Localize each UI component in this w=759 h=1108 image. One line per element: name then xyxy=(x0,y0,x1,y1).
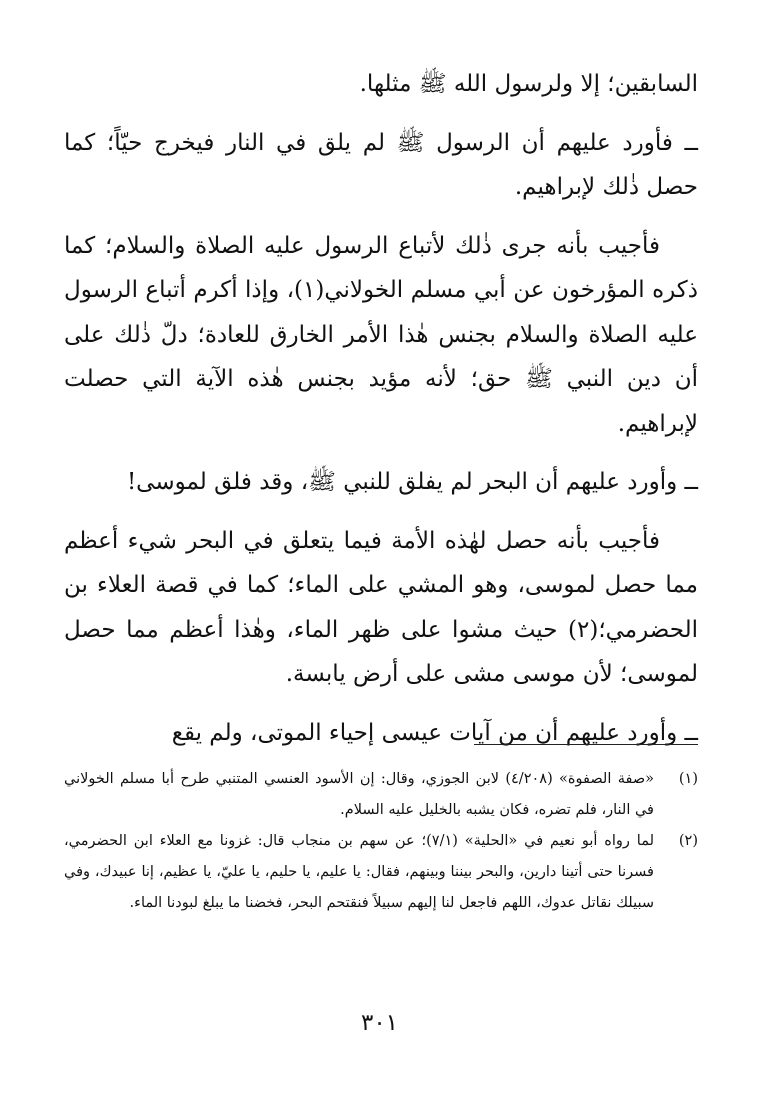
footnote-text: لما رواه أبو نعيم في «الحلية» (٧/١)؛ عن سهم بن منجاب قال: غزونا مع العلاء ابن الحضرمي، فسرنا حتى أتينا دارين، والبحر بيننا وبينهم، فقال: يا عليم، يا حليم، يا عليّ، يا عظيم، إنا عبيدك، وفي سبيلك نقاتل عدوك، اللهم فاجعل لنا إليهم سبيلاً فنقتحم البحر، فخضنا ما يبلغ لبودنا الماء. xyxy=(64,833,654,911)
paragraph: فأجيب بأنه حصل لهٰذه الأمة فيما يتعلق في البحر شيء أعظم مما حصل لموسى، وهو المشي على الماء؛ كما في قصة العلاء بن الحضرمي؛(٢) حيث مشوا على ظهر الماء، وهٰذا أعظم مما حصل لموسى؛ لأن موسى مشى على أرض يابسة. xyxy=(64,527,698,687)
footnote-divider xyxy=(474,744,698,745)
paragraph: ــ وأورد عليهم أن البحر لم يفلق للنبي ﷺ، وقد فلق لموسى! xyxy=(126,469,698,495)
paragraph: السابقين؛ إلا ولرسول الله ﷺ مثلها. xyxy=(359,71,698,97)
footnote xyxy=(64,826,698,919)
footnote-number: (٢) xyxy=(678,833,698,849)
page-number: ٣٠١ xyxy=(360,1010,399,1036)
footnotes xyxy=(64,764,698,919)
footnote-text: «صفة الصفوة» (٤/٢٠٨) لابن الجوزي، وقال: إن الأسود العنسي المتنبي طرح أبا مسلم الخولاني في النار، فلم تضره، فكان يشبه بالخليل عليه السلام. xyxy=(64,771,655,818)
footnote-number: (١) xyxy=(678,771,698,787)
main-text xyxy=(64,62,698,755)
paragraph: ــ وأورد عليهم أن من آيات عيسى إحياء الموتى، ولم يقع xyxy=(171,719,698,746)
footnote xyxy=(64,764,698,826)
paragraph: فأجيب بأنه جرى ذٰلك لأتباع الرسول عليه الصلاة والسلام؛ كما ذكره المؤرخون عن أبي مسلم الخولاني(١)، وإذا أكرم أتباع الرسول عليه الصلاة والسلام بجنس هٰذا الأمر الخارق للعادة؛ دلّ ذٰلك على أن دين النبي ﷺ حق؛ لأنه مؤيد بجنس هٰذه الآية التي حصلت لإبراهيم. xyxy=(64,232,698,437)
paragraph: ــ فأورد عليهم أن الرسول ﷺ لم يلق في النار فيخرج حيّاً؛ كما حصل ذٰلك لإبراهيم. xyxy=(64,129,698,200)
